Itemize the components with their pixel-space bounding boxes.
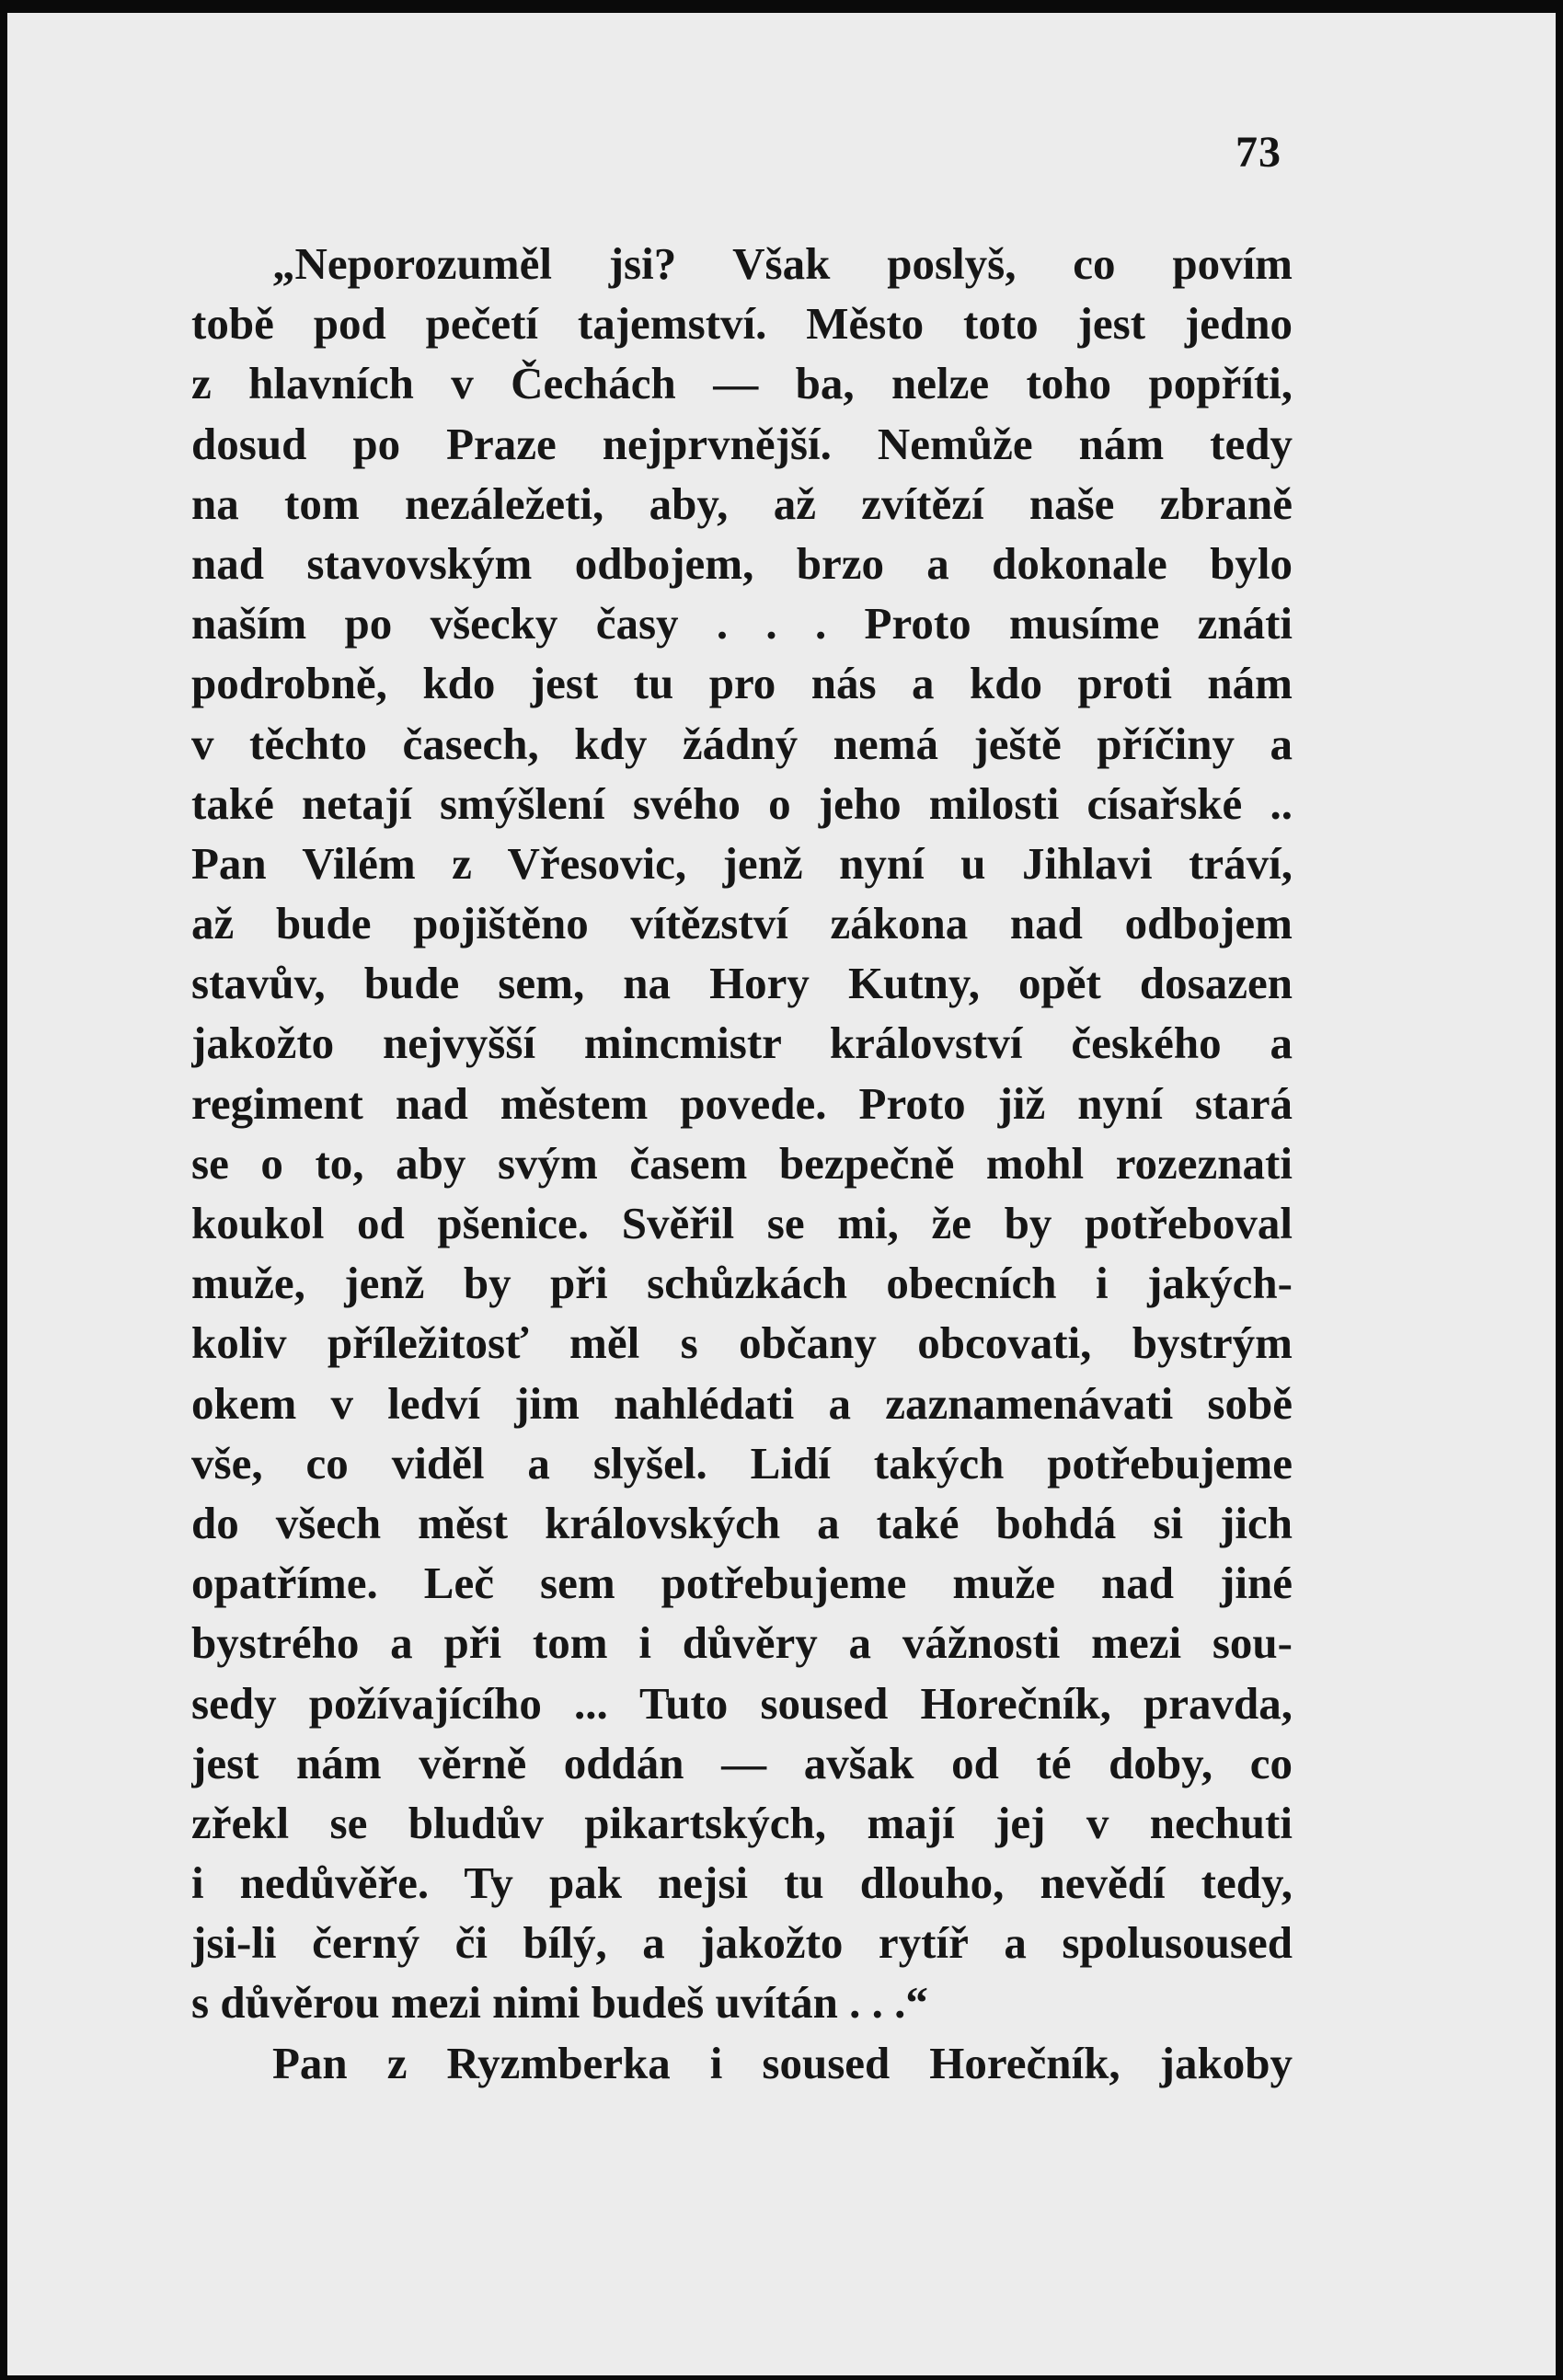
text-line: s důvěrou mezi nimi budeš uvítán . . .“ — [191, 1977, 928, 2029]
book-page — [7, 13, 1556, 2375]
text-line: jest nám věrně oddán — avšak od té doby, co — [191, 1737, 1293, 1788]
text-line: tobě pod pečetí tajemství. Město toto jest jedno — [191, 298, 1293, 350]
text-line: jsi-li černý či bílý, a jakožto rytíř a spolusoused — [191, 1917, 1293, 1969]
text-line: nad stavovským odbojem, brzo a dokonale bylo — [191, 537, 1293, 589]
text-line: opatříme. Leč sem potřebujeme muže nad jiné — [191, 1558, 1293, 1609]
text-line: sedy požívajícího ... Tuto soused Horečník, pravda, — [191, 1677, 1293, 1729]
text-line: zřekl se bludův pikartských, mají jej v nechuti — [191, 1797, 1293, 1848]
text-line: stavův, bude sem, na Hory Kutny, opět dosazen — [191, 958, 1293, 1009]
text-line: do všech měst královských a také bohdá si jich — [191, 1497, 1293, 1548]
text-line: se o to, aby svým časem bezpečně mohl rozeznati — [191, 1137, 1293, 1189]
text-line: také netají smýšlení svého o jeho milosti císařské .. — [191, 777, 1293, 829]
text-line: okem v ledví jim nahlédati a zaznamenávati sobě — [191, 1377, 1293, 1429]
body-text — [191, 234, 1293, 2093]
text-line: regiment nad městem povede. Proto již nyní stará — [191, 1077, 1293, 1129]
text-line: dosud po Praze nejprvnější. Nemůže nám tedy — [191, 418, 1293, 469]
text-line: podrobně, kdo jest tu pro nás a kdo proti nám — [191, 658, 1293, 709]
text-line: až bude pojištěno vítězství zákona nad odbojem — [191, 898, 1293, 949]
text-line: i nedůvěře. Ty pak nejsi tu dlouho, nevědí tedy, — [191, 1857, 1293, 1909]
text-line: z hlavních v Čechách — ba, nelze toho popříti, — [191, 358, 1293, 409]
page-number: 73 — [1235, 128, 1281, 177]
text-line: jakožto nejvyšší mincmistr království českého a — [191, 1018, 1293, 1069]
text-line: koliv příležitosť měl s občany obcovati, bystrým — [191, 1317, 1293, 1369]
text-line: Pan z Ryzmberka i soused Horečník, jakoby — [272, 2037, 1293, 2088]
text-line: v těchto časech, kdy žádný nemá ještě příčiny a — [191, 718, 1293, 769]
text-line: vše, co viděl a slyšel. Lidí takých potřebujeme — [191, 1437, 1293, 1489]
text-line: Pan Vilém z Vřesovic, jenž nyní u Jihlavi tráví, — [191, 837, 1293, 889]
text-line: bystrého a při tom i důvěry a vážnosti mezi sou- — [191, 1617, 1293, 1669]
text-line: na tom nezáležeti, aby, až zvítězí naše zbraně — [191, 477, 1293, 529]
text-line: koukol od pšenice. Svěřil se mi, že by potřeboval — [191, 1198, 1293, 1248]
text-line: muže, jenž by při schůzkách obecních i jakých- — [191, 1258, 1293, 1309]
text-line: „Neporozuměl jsi? Však poslyš, co povím — [272, 238, 1293, 289]
text-line: naším po všecky časy . . . Proto musíme znáti — [191, 598, 1293, 650]
